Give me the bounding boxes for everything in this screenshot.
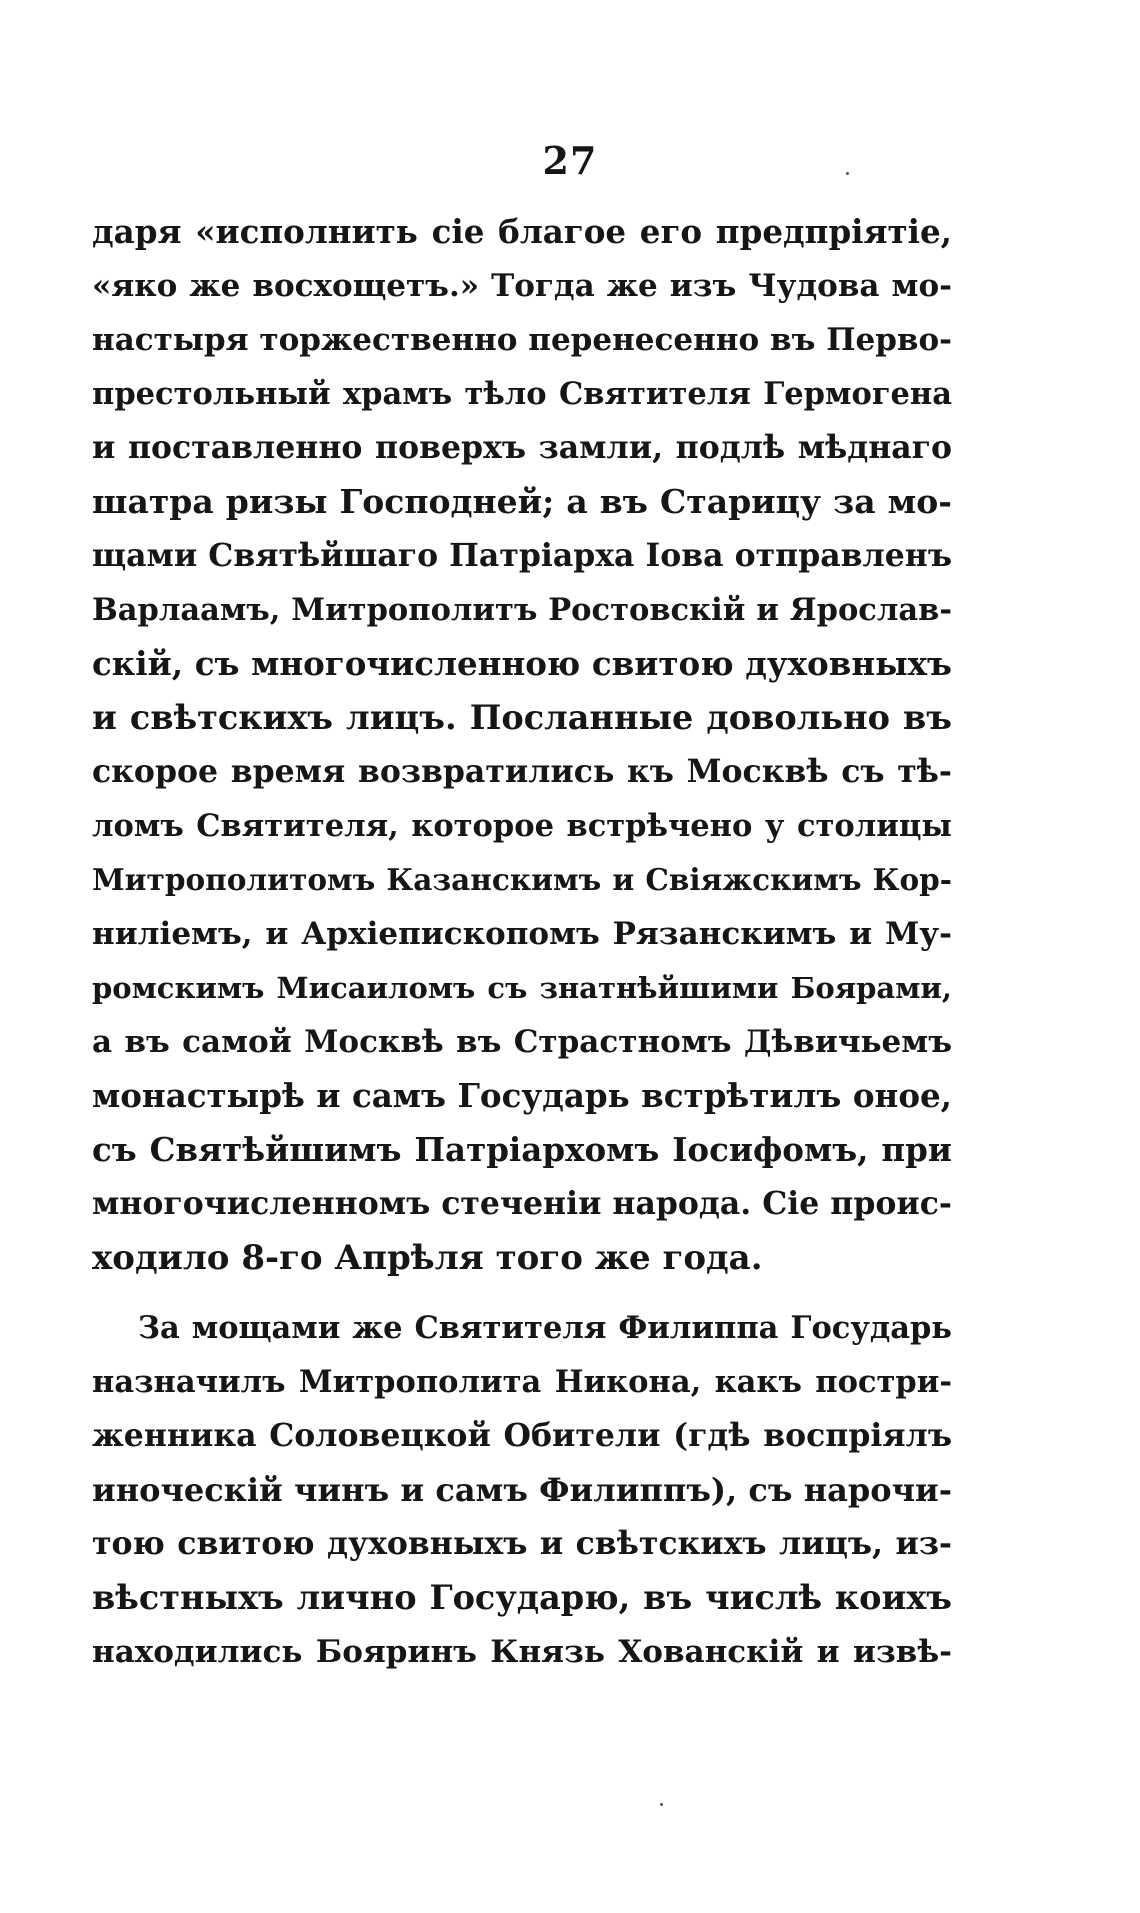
paragraph-2 bbox=[92, 1301, 952, 1679]
text-line: престольный храмъ тѣло Святителя Гермогена bbox=[92, 376, 952, 412]
scan-speck bbox=[846, 172, 849, 175]
paragraph-1 bbox=[92, 205, 952, 1285]
text-line: женника Соловецкой Обители (гдѣ воспріялъ bbox=[92, 1417, 952, 1454]
text-line: иноческій чинъ и самъ Филиппъ), съ нарочи- bbox=[92, 1471, 952, 1509]
text-line: ниліемъ, и Архіепископомъ Рязанскимъ и Му- bbox=[92, 916, 952, 952]
text-line: скій, съ многочисленною свитою духовныхъ bbox=[92, 644, 952, 683]
text-line: За мощами же Святителя Филиппа Государь bbox=[138, 1310, 952, 1346]
text-line: находились Бояринъ Князь Хованскій и извѣ- bbox=[92, 1634, 952, 1670]
text-line: даря «исполнить сіе благое его предпріятіе, bbox=[92, 212, 952, 251]
text-line: Митрополитомъ Казанскимъ и Свіяжскимъ Кор- bbox=[92, 862, 952, 897]
text-line: а въ самой Москвѣ въ Страстномъ Дѣвичьемъ bbox=[92, 1024, 952, 1060]
text-line: скорое время возвратились къ Москвѣ съ тѣ- bbox=[92, 753, 952, 790]
text-line: ходило 8-го Апрѣля того же года. bbox=[92, 1238, 763, 1278]
text-line: ломъ Святителя, которое встрѣчено у столицы bbox=[92, 808, 952, 844]
text-line: ромскимъ Мисаиломъ съ знатнѣйшими Боярами, bbox=[92, 971, 952, 1005]
scan-speck bbox=[660, 1803, 663, 1806]
text-line: и поставленно поверхъ замли, подлѣ мѣднаго bbox=[92, 429, 952, 466]
page-number: 27 bbox=[542, 138, 598, 183]
text-line: назначилъ Митрополита Никона, какъ постри- bbox=[92, 1364, 952, 1400]
text-line: Варлаамъ, Митрополитъ Ростовскій и Ярослав- bbox=[92, 592, 952, 628]
body-text bbox=[92, 205, 952, 1679]
text-line: настыря торжественно перенесенно въ Перво- bbox=[92, 322, 952, 358]
text-line: многочисленномъ стеченіи народа. Сіе проис- bbox=[92, 1185, 952, 1222]
text-line: и свѣтскихъ лицъ. Посланные довольно въ bbox=[92, 698, 952, 737]
text-line: монастырѣ и самъ Государь встрѣтилъ оное, bbox=[92, 1076, 952, 1115]
text-line: шатра ризы Господней; а въ Старицу за мо- bbox=[92, 482, 952, 521]
text-line: щами Святѣйшаго Патріарха Іова отправленъ bbox=[92, 537, 952, 574]
text-line: съ Святѣйшимъ Патріархомъ Іосифомъ, при bbox=[92, 1130, 952, 1169]
text-line: тою свитою духовныхъ и свѣтскихъ лицъ, из- bbox=[92, 1525, 952, 1562]
text-line: «яко же восхощетъ.» Тогда же изъ Чудова мо- bbox=[92, 268, 952, 304]
text-line: вѣстныхъ лично Государю, въ числѣ коихъ bbox=[92, 1578, 952, 1617]
